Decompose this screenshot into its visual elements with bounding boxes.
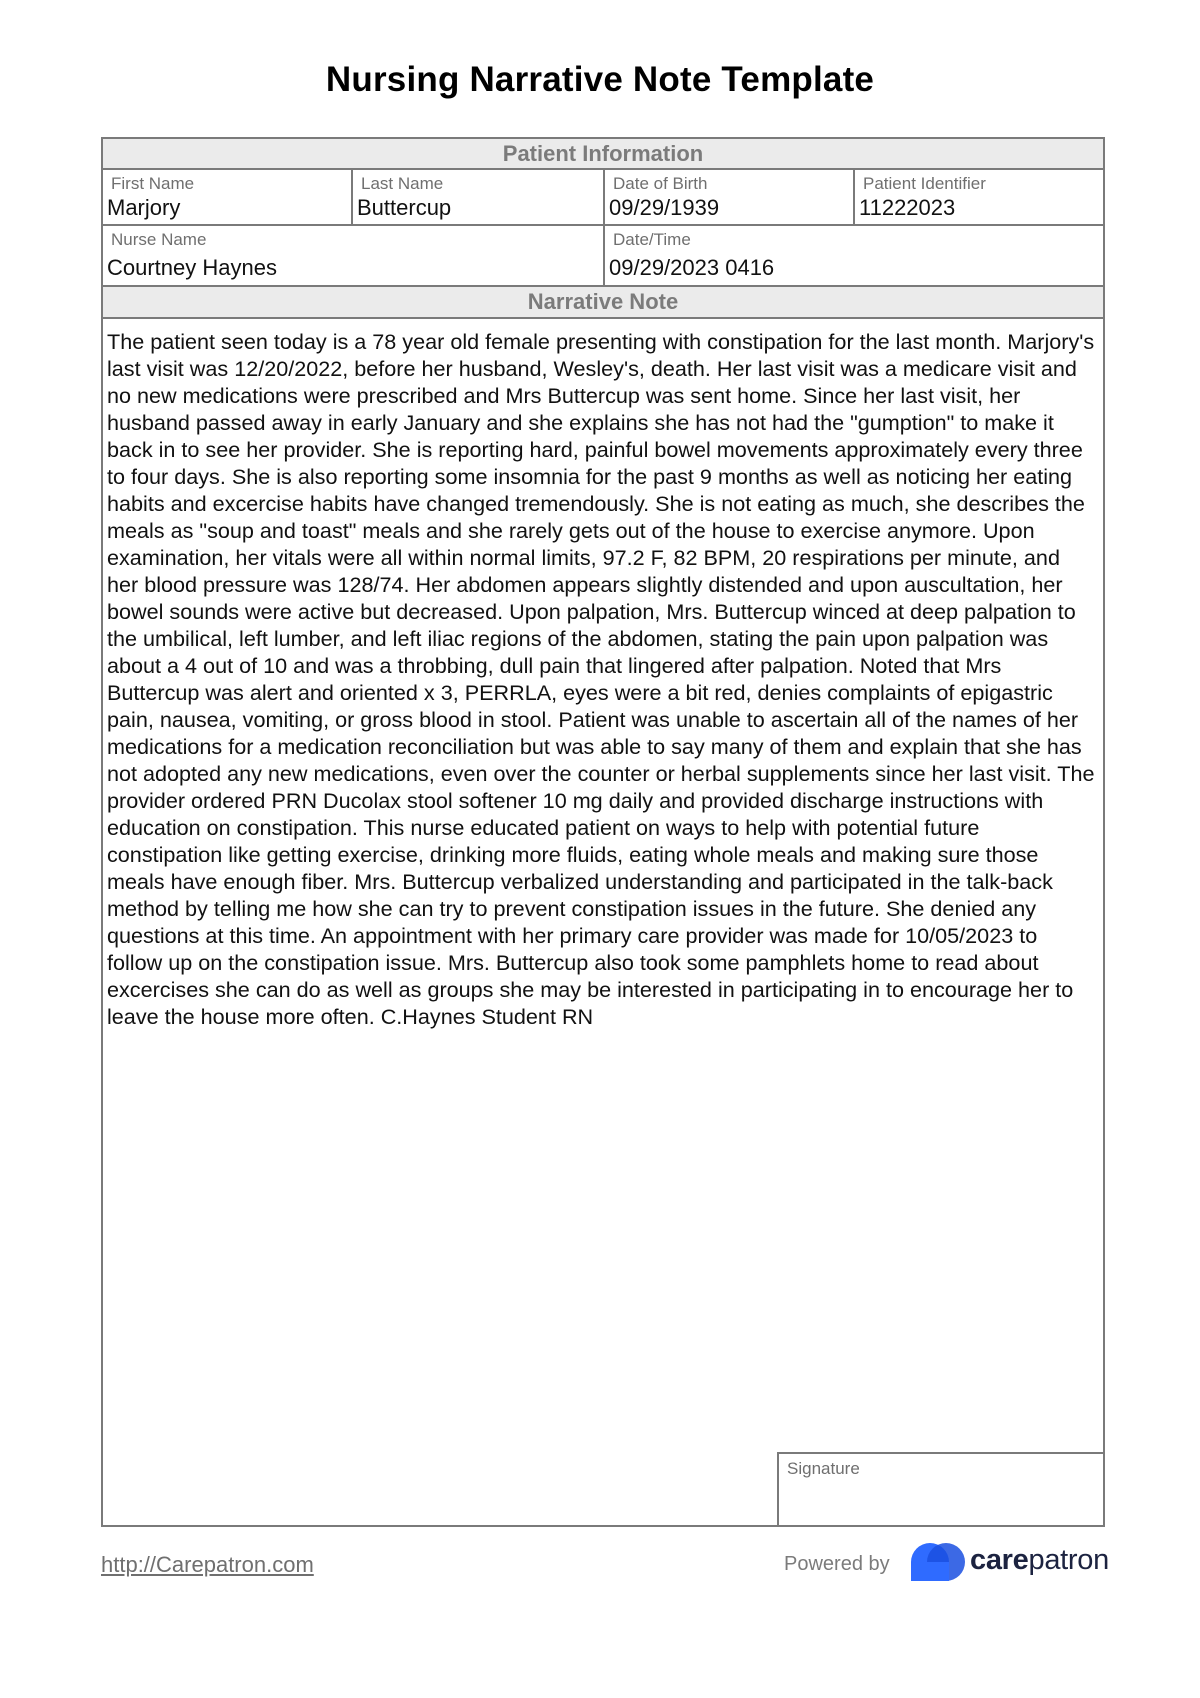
nurse-name-field — [103, 226, 603, 285]
dob-label: Date of Birth — [613, 174, 708, 193]
first-name-field — [103, 170, 351, 224]
first-name-label: First Name — [111, 174, 195, 193]
datetime-label: Date/Time — [613, 230, 691, 249]
patient-identifier-field — [855, 170, 1105, 224]
powered-by-label: Powered by — [784, 1553, 890, 1575]
first-name-value: Marjory — [107, 195, 181, 220]
carepatron-logo-icon — [910, 1542, 966, 1582]
note-form — [101, 137, 1105, 1527]
narrative-heading: Narrative Note — [103, 287, 1103, 317]
nurse-name-value: Courtney Haynes — [107, 255, 277, 280]
carepatron-logo — [910, 1540, 1110, 1584]
signature-label: Signature — [787, 1459, 860, 1478]
nurse-name-label: Nurse Name — [111, 230, 207, 249]
narrative-text: The patient seen today is a 78 year old female presenting with constipation for the last month. Marjory's last visit was 12/20/2022, before her husband, Wesley's, death. Her last visit was a medicare visit and no new medications were prescribed and Mrs Buttercup was sent home. Since her last visit, her husband passed away in early January and she explains she has not had the "gumption" to make it back in to see her provider. She is reporting hard, painful bowel movements approximately every three to four days. She is also reporting some insomnia for the past 9 months as well as noticing her eating habits and excercise habits have changed tremendously. She is not eating as much, she describes the meals as "soup and toast" meals and she rarely gets out of the house to exercise anymore. Upon examination, her vitals were all within normal limits, 97.2 F, 82 BPM, 20 respirations per minute, and her blood pressure was 128/74. Her abdomen appears slightly distended and upon auscultation, her bowel sounds were active but decreased. Upon palpation, Mrs. Buttercup winced at deep palpation to the umbilical, left lumber, and left iliac regions of the abdomen, stating the pain upon palpation was about a 4 out of 10 and was a throbbing, dull pain that lingered after palpation. Noted that Mrs Buttercup was alert and oriented x 3, PERRLA, eyes were a bit red, denies complaints of epigastric pain, nausea, vomiting, or gross blood in stool. Patient was unable to ascertain all of the names of her medications for a medication reconciliation but was able to say many of them and explain that she has not adopted any new medications, even over the counter or herbal supplements since her last visit. The provider ordered PRN Ducolax stool softener 10 mg daily and provided discharge instructions with education on constipation. This nurse educated patient on ways to help with potential future constipation like getting exercise, drinking more fluids, eating whole meals and making sure those meals have enough fiber. Mrs. Buttercup verbalized understanding and participated in the talk-back method by telling me how she can try to prevent constipation issues in the future. She denied any questions at this time. An appointment with her primary care provider was made for 10/05/2023 to follow up on the constipation issue. Mrs. Buttercup also took some pamphlets home to read about excercises she can do as well as groups she may be interested in participating in to encourage her to leave the house more often. C.Haynes Student RN — [107, 329, 1095, 1029]
dob-value: 09/29/1939 — [609, 195, 720, 220]
datetime-field — [605, 226, 1105, 285]
document-title: Nursing Narrative Note Template — [325, 60, 875, 99]
last-name-value: Buttercup — [357, 195, 452, 220]
dob-field — [605, 170, 853, 224]
signature-box[interactable] — [777, 1452, 1105, 1527]
patient-identifier-value: 11222023 — [859, 195, 956, 220]
carepatron-link[interactable]: http://Carepatron.com — [101, 1552, 314, 1577]
carepatron-wordmark: carepatron — [970, 1544, 1109, 1576]
patient-info-heading: Patient Information — [103, 139, 1103, 168]
datetime-value: 09/29/2023 0416 — [609, 255, 775, 280]
patient-identifier-label: Patient Identifier — [863, 174, 986, 193]
last-name-field — [353, 170, 603, 224]
last-name-label: Last Name — [361, 174, 444, 193]
divider — [103, 317, 1103, 319]
